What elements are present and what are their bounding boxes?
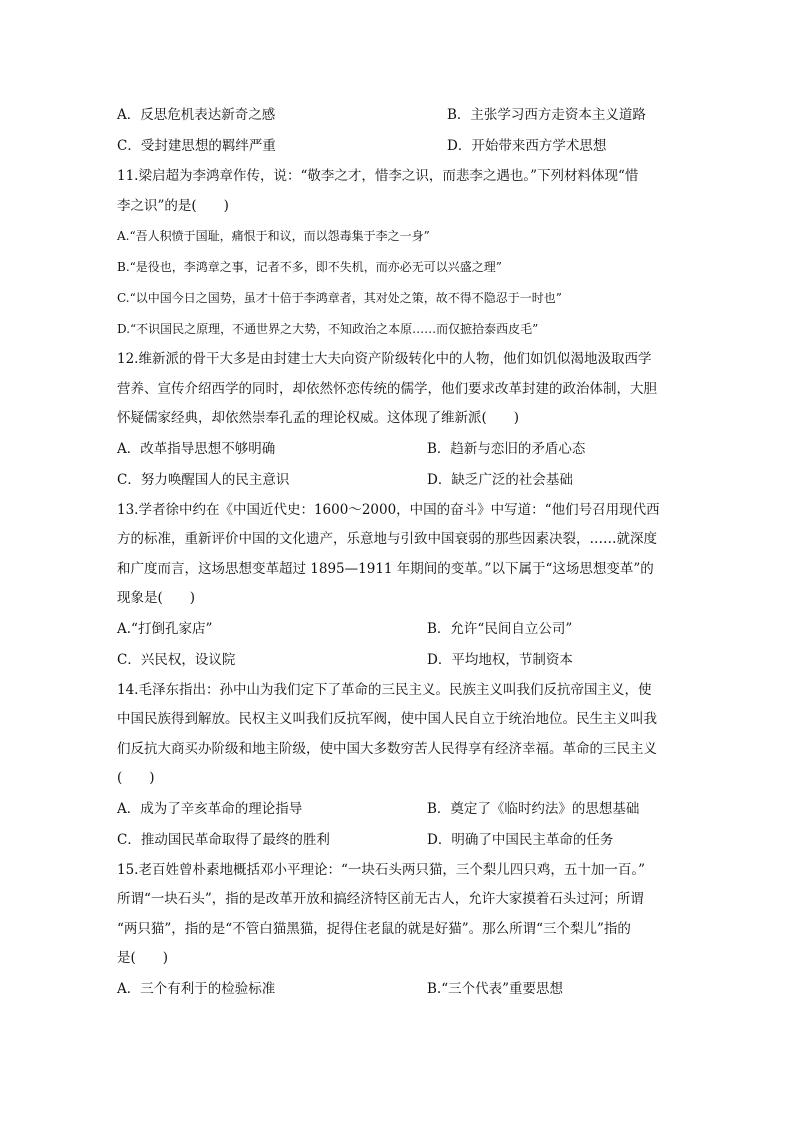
q13-option-b[interactable]: B．允许“民间自立公司” bbox=[427, 620, 573, 637]
q12-stem-line: 营养、宣传介绍西学的同时，却依然怀恋传统的儒学，他们要求改革封建的政治体制，大胆 bbox=[117, 380, 657, 397]
q11-stem bbox=[117, 162, 677, 221]
q13-option-d[interactable]: D．平均地权，节制资本 bbox=[427, 651, 573, 668]
q14-stem bbox=[117, 676, 677, 794]
q13-options-row-1 bbox=[117, 614, 677, 645]
q13-stem-line: 现象是( ) bbox=[117, 590, 196, 606]
q12-options-row-1 bbox=[117, 434, 677, 465]
q11-stem-line: 李之识”的是( ) bbox=[117, 197, 229, 214]
q14-option-c[interactable]: C．推动国民革命取得了最终的胜利 bbox=[117, 831, 330, 848]
q12-option-a[interactable]: A．改革指导思想不够明确 bbox=[117, 440, 276, 457]
q13-options-row-2 bbox=[117, 645, 677, 676]
q14-option-d[interactable]: D．明确了中国民主革命的任务 bbox=[427, 831, 614, 848]
q10-option-b[interactable]: B．主张学习西方走资本主义道路 bbox=[447, 107, 646, 123]
q11-option-b[interactable]: B.“是役也，李鸿章之事，记者不多，即不失机，而亦必无可以兴盛之理” bbox=[117, 260, 502, 274]
q12-options-row-2 bbox=[117, 465, 677, 496]
q10-options-row-1 bbox=[117, 100, 677, 131]
q15-stem-line: 15.老百姓曾朴素地概括邓小平理论：“一块石头两只猫，三个梨儿四只鸡，五十加一百。” bbox=[117, 861, 646, 878]
q14-stem-line: 中国民族得到解放。民权主义叫我们反抗军阀，使中国人民自立于统治地位。民生主义叫我 bbox=[117, 711, 657, 727]
q14-options-row-1 bbox=[117, 794, 677, 825]
q15-stem-line: 所谓“一块石头”，指的是改革开放和搞经济特区前无古人，允许大家摸着石头过河；所谓 bbox=[117, 891, 644, 907]
q13-stem-line: 13.学者徐中约在《中国近代史：1600～2000，中国的奋斗》中写道：“他们号召用现代西 bbox=[117, 501, 660, 518]
q13-option-a[interactable]: A.“打倒孔家店” bbox=[117, 620, 213, 637]
q12-stem-line: 怀疑儒家经典，却依然崇奉孔孟的理论权威。这体现了维新派( ) bbox=[117, 410, 520, 426]
q15-options-row-1 bbox=[117, 974, 677, 1005]
q12-option-b[interactable]: B．趋新与恋旧的矛盾心态 bbox=[427, 440, 586, 457]
q14-stem-line: ( ) bbox=[117, 770, 155, 786]
q10-option-a[interactable]: A．反思危机表达新奇之感 bbox=[117, 107, 276, 123]
q14-option-a[interactable]: A．成为了辛亥革命的理论指导 bbox=[117, 800, 303, 817]
q13-stem bbox=[117, 496, 677, 614]
q13-stem-line: 方的标准，重新评价中国的文化遗产，乐意地与引致中国衰弱的那些因素决裂，……就深度 bbox=[117, 531, 657, 547]
q15-stem-line: “两只猫”，指的是“不管白猫黑猫，捉得住老鼠的就是好猫”。那么所谓“三个梨儿”指的 bbox=[117, 920, 631, 937]
q15-stem bbox=[117, 856, 677, 974]
q12-option-d[interactable]: D．缺乏广泛的社会基础 bbox=[427, 471, 573, 488]
q10-options-row-2 bbox=[117, 131, 677, 162]
q15-option-a[interactable]: A．三个有利于的检验标准 bbox=[117, 980, 276, 997]
q10-option-d[interactable]: D．开始带来西方学术思想 bbox=[447, 138, 607, 154]
q15-stem-line: 是( ) bbox=[117, 950, 169, 966]
q11-option-a[interactable]: A.“吾人积愤于国耻，痛恨于和议，而以怨毒集于李之一身” bbox=[117, 229, 430, 243]
q14-stem-line: 14.毛泽东指出：孙中山为我们定下了革命的三民主义。民族主义叫我们反抗帝国主义，使 bbox=[117, 681, 652, 698]
q11-option-c[interactable]: C.“以中国今日之国势，虽才十倍于李鸿章者，其对处之策，故不得不隐忍于一时也” bbox=[117, 291, 562, 305]
q14-stem-line: 们反抗大商买办阶级和地主阶级，使中国大多数穷苦人民得享有经济幸福。革命的三民主义 bbox=[117, 740, 657, 757]
q14-option-b[interactable]: B．奠定了《临时约法》的思想基础 bbox=[427, 800, 640, 817]
q12-stem bbox=[117, 345, 677, 434]
q10-option-c[interactable]: C．受封建思想的羁绊严重 bbox=[117, 138, 276, 154]
q13-stem-line: 和广度而言，这场思想变革超过 1895—1911 年期间的变革。”以下属于“这场思想变革”的 bbox=[117, 560, 654, 577]
q12-option-c[interactable]: C．努力唤醒国人的民主意识 bbox=[117, 471, 290, 488]
q11-stem-line: 11.梁启超为李鸿章作传，说：“敬李之才，惜李之识，而悲李之遇也。”下列材料体现“惜 bbox=[117, 168, 639, 184]
q11-option-d[interactable]: D.“不识国民之原理，不通世界之大势，不知政治之本原……而仅摭拾泰西皮毛” bbox=[117, 322, 539, 336]
q12-stem-line: 12.维新派的骨干大多是由封建士大夫向资产阶级转化中的人物，他们如饥似渴地汲取西学 bbox=[117, 351, 652, 367]
exam-page bbox=[117, 100, 677, 1005]
q14-options-row-2 bbox=[117, 825, 677, 856]
q13-option-c[interactable]: C．兴民权，设议院 bbox=[117, 651, 236, 668]
q15-option-b[interactable]: B.“三个代表”重要思想 bbox=[427, 980, 564, 997]
